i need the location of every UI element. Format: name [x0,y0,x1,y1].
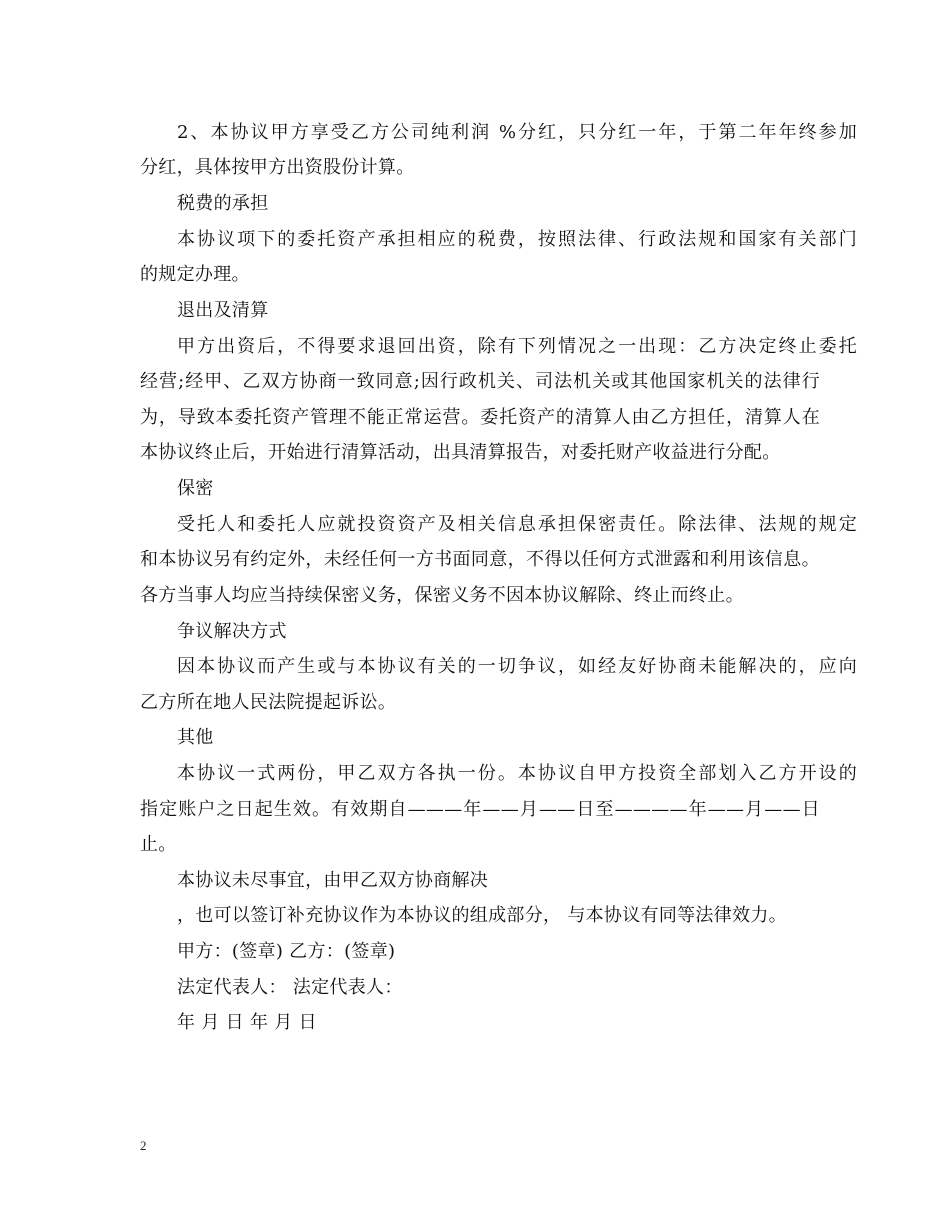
exit-line-2: 经营;经甲、乙双方协商一致同意;因行政机关、司法机关或其他国家机关的法律行 [140,371,820,392]
other-line-2: 指定账户之日起生效。有效期自———年——月——日至————年——月——日 [140,799,820,820]
confidentiality-line-2: 和本协议另有约定外，未经任何一方书面同意，不得以任何方式泄露和利用该信息。 [140,549,820,570]
signature-parties: 甲方：(签章) 乙方：(签章) [177,941,396,962]
exit-line-3: 为，导致本委托资产管理不能正常运营。委托资产的清算人由乙方担任，清算人在 [140,407,820,428]
clause-2-line-2: 分红，具体按甲方出资股份计算。 [140,157,415,178]
confidentiality-line-1: 受托人和委托人应就投资资产及相关信息承担保密责任。除法律、法规的规定 [177,514,857,535]
heading-confidentiality: 保密 [177,478,214,499]
taxes-line-1: 本协议项下的委托资产承担相应的税费，按照法律、行政法规和国家有关部门 [177,229,857,250]
heading-taxes: 税费的承担 [177,193,269,214]
exit-line-4: 本协议终止后，开始进行清算活动，出具清算报告，对委托财产收益进行分配。 [140,442,781,463]
clause-2-line-1: 2、本协议甲方享受乙方公司纯利润 %分红，只分红一年，于第二年年终参加 [177,122,857,143]
taxes-line-2: 的规定办理。 [140,264,250,285]
heading-other: 其他 [177,727,214,748]
heading-exit-liquidation: 退出及清算 [177,300,269,321]
page-number: 2 [140,1138,147,1153]
signature-dates: 年 月 日 年 月 日 [177,1012,317,1033]
supplement-line-2: ，也可以签订补充协议作为本协议的组成部分， 与本协议有同等法律效力。 [177,905,787,926]
heading-dispute-resolution: 争议解决方式 [177,621,287,642]
dispute-line-1: 因本协议而产生或与本协议有关的一切争议，如经友好协商未能解决的，应向 [177,656,857,677]
exit-line-1: 甲方出资后，不得要求退回出资，除有下列情况之一出现：乙方决定终止委托 [177,336,857,357]
supplement-line-1: 本协议未尽事宜，由甲乙双方协商解决 [177,870,489,891]
confidentiality-line-3: 各方当事人均应当持续保密义务，保密义务不因本协议解除、终止而终止。 [140,585,744,606]
other-line-3: 止。 [140,834,177,855]
dispute-line-2: 乙方所在地人民法院提起诉讼。 [140,692,397,713]
other-line-1: 本协议一式两份，甲乙双方各执一份。本协议自甲方投资全部划入乙方开设的 [177,763,857,784]
signature-representatives: 法定代表人： 法定代表人： [177,977,403,998]
